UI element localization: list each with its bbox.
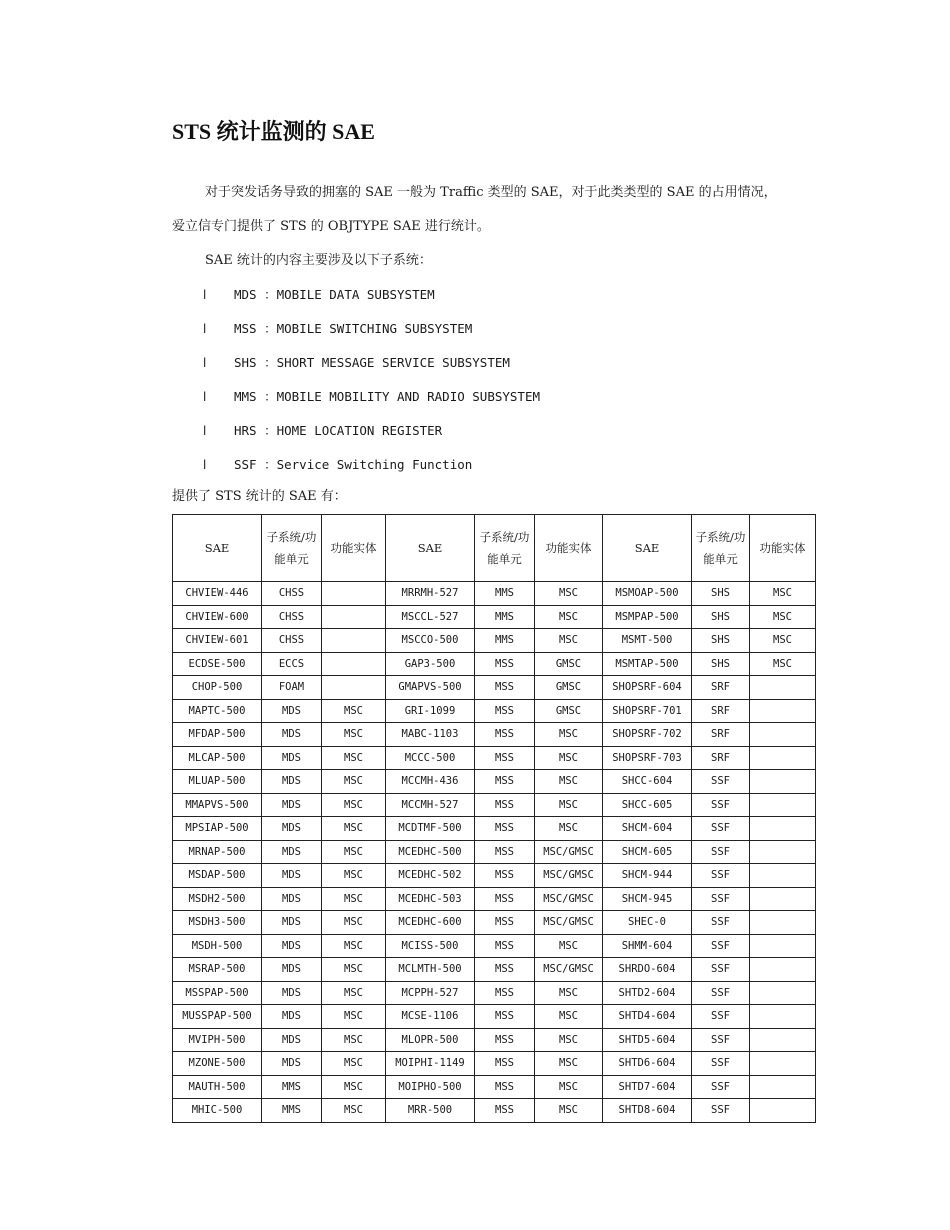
- table-cell: [750, 770, 816, 794]
- table-cell: [322, 582, 386, 606]
- table-cell: [750, 1005, 816, 1029]
- table-cell: MSC: [535, 1075, 603, 1099]
- table-cell: MFDAP-500: [173, 723, 262, 747]
- table-header-row: [173, 515, 816, 582]
- table-cell: MSC/GMSC: [535, 864, 603, 888]
- table-cell: GRI-1099: [386, 699, 475, 723]
- table-cell: MCCC-500: [386, 746, 475, 770]
- table-cell: [322, 652, 386, 676]
- table-cell: MSC: [322, 958, 386, 982]
- table-cell: [750, 793, 816, 817]
- table-cell: MMS: [262, 1075, 322, 1099]
- table-cell: SHTD6-604: [603, 1052, 692, 1076]
- table-cell: CHVIEW-446: [173, 582, 262, 606]
- table-cell: SHOPSRF-604: [603, 676, 692, 700]
- table-cell: MSC: [535, 629, 603, 653]
- table-header-cell: 功能实体: [535, 515, 603, 582]
- table-row: [173, 911, 816, 935]
- table-cell: MDS: [262, 770, 322, 794]
- table-cell: MSS: [475, 699, 535, 723]
- table-cell: [750, 887, 816, 911]
- table-row: [173, 1028, 816, 1052]
- table-cell: MSS: [475, 1028, 535, 1052]
- table-cell: MSS: [475, 911, 535, 935]
- table-cell: SHTD7-604: [603, 1075, 692, 1099]
- table-cell: MLOPR-500: [386, 1028, 475, 1052]
- table-cell: MSC: [535, 793, 603, 817]
- table-cell: CHSS: [262, 582, 322, 606]
- table-cell: MOIPHI-1149: [386, 1052, 475, 1076]
- table-cell: MRRMH-527: [386, 582, 475, 606]
- table-header-cell: SAE: [173, 515, 262, 582]
- table-cell: MAUTH-500: [173, 1075, 262, 1099]
- table-cell: MCEDHC-600: [386, 911, 475, 935]
- table-cell: MOIPHO-500: [386, 1075, 475, 1099]
- subsystem-item: l SHS ：SHORT MESSAGE SERVICE SUBSYSTEM: [172, 346, 817, 380]
- table-cell: SSF: [692, 1052, 750, 1076]
- table-header-cell: 功能实体: [322, 515, 386, 582]
- table-cell: MDS: [262, 1005, 322, 1029]
- table-cell: MCSE-1106: [386, 1005, 475, 1029]
- table-row: [173, 817, 816, 841]
- table-cell: MSC: [322, 1005, 386, 1029]
- table-cell: MCEDHC-503: [386, 887, 475, 911]
- table-body: [173, 582, 816, 1123]
- table-cell: MSC: [535, 1028, 603, 1052]
- table-row: [173, 887, 816, 911]
- table-cell: MDS: [262, 817, 322, 841]
- table-cell: MSS: [475, 934, 535, 958]
- table-header-cell: 子系统/功能单元: [692, 515, 750, 582]
- table-cell: MSC: [322, 1052, 386, 1076]
- table-cell: MSDH3-500: [173, 911, 262, 935]
- table-cell: MSC: [322, 793, 386, 817]
- table-cell: CHVIEW-600: [173, 605, 262, 629]
- table-cell: SHCC-604: [603, 770, 692, 794]
- table-cell: MCCMH-527: [386, 793, 475, 817]
- table-cell: [750, 934, 816, 958]
- table-cell: CHOP-500: [173, 676, 262, 700]
- table-cell: MSMOAP-500: [603, 582, 692, 606]
- table-cell: SHTD5-604: [603, 1028, 692, 1052]
- table-cell: [322, 676, 386, 700]
- bullet-icon: l: [203, 322, 207, 336]
- table-cell: MSS: [475, 746, 535, 770]
- table-cell: SHOPSRF-701: [603, 699, 692, 723]
- table-cell: MSC: [750, 605, 816, 629]
- table-row: [173, 746, 816, 770]
- table-cell: MSC: [535, 1052, 603, 1076]
- sae-table: [172, 514, 816, 1123]
- table-cell: CHVIEW-601: [173, 629, 262, 653]
- table-cell: MMS: [475, 605, 535, 629]
- table-cell: MSC: [322, 887, 386, 911]
- table-cell: MSC/GMSC: [535, 958, 603, 982]
- table-cell: SSF: [692, 1099, 750, 1123]
- table-cell: [750, 1075, 816, 1099]
- table-row: [173, 1005, 816, 1029]
- table-cell: SSF: [692, 934, 750, 958]
- table-cell: SHS: [692, 605, 750, 629]
- table-cell: [750, 817, 816, 841]
- table-cell: MDS: [262, 958, 322, 982]
- table-cell: SHCM-604: [603, 817, 692, 841]
- table-row: [173, 981, 816, 1005]
- table-cell: MDS: [262, 911, 322, 935]
- table-cell: MAPTC-500: [173, 699, 262, 723]
- table-row: [173, 1075, 816, 1099]
- subsystem-intro: SAE 统计的内容主要涉及以下子系统：: [205, 253, 432, 268]
- table-cell: GAP3-500: [386, 652, 475, 676]
- bullet-icon: l: [203, 356, 207, 370]
- table-cell: MCEDHC-500: [386, 840, 475, 864]
- subsystem-list: [172, 278, 817, 482]
- table-cell: MSS: [475, 652, 535, 676]
- table-cell: SRF: [692, 723, 750, 747]
- table-cell: [750, 958, 816, 982]
- table-cell: MSSPAP-500: [173, 981, 262, 1005]
- table-cell: MSC: [322, 840, 386, 864]
- table-header-cell: 子系统/功能单元: [475, 515, 535, 582]
- table-cell: MSS: [475, 864, 535, 888]
- table-cell: [750, 676, 816, 700]
- table-cell: MSC: [535, 1005, 603, 1029]
- table-row: [173, 934, 816, 958]
- subsystem-item: l MSS ：MOBILE SWITCHING SUBSYSTEM: [172, 312, 817, 346]
- table-cell: SRF: [692, 699, 750, 723]
- table-cell: MDS: [262, 934, 322, 958]
- table-cell: MSC: [322, 723, 386, 747]
- table-cell: MSS: [475, 1099, 535, 1123]
- table-cell: MRR-500: [386, 1099, 475, 1123]
- table-cell: MSS: [475, 793, 535, 817]
- table-cell: MSDH2-500: [173, 887, 262, 911]
- table-cell: SHMM-604: [603, 934, 692, 958]
- table-cell: MSC: [535, 723, 603, 747]
- table-cell: MPSIAP-500: [173, 817, 262, 841]
- table-cell: SHCM-944: [603, 864, 692, 888]
- table-cell: [750, 1052, 816, 1076]
- table-cell: SHTD8-604: [603, 1099, 692, 1123]
- table-cell: ECCS: [262, 652, 322, 676]
- table-cell: MSMPAP-500: [603, 605, 692, 629]
- table-cell: SSF: [692, 840, 750, 864]
- table-cell: MSC: [322, 1075, 386, 1099]
- table-cell: ECDSE-500: [173, 652, 262, 676]
- table-row: [173, 605, 816, 629]
- table-cell: SSF: [692, 1005, 750, 1029]
- table-row: [173, 958, 816, 982]
- table-cell: MDS: [262, 864, 322, 888]
- table-cell: MSC: [535, 605, 603, 629]
- table-cell: MDS: [262, 699, 322, 723]
- table-cell: SSF: [692, 981, 750, 1005]
- table-cell: MSMT-500: [603, 629, 692, 653]
- table-cell: MHIC-500: [173, 1099, 262, 1123]
- table-cell: MCISS-500: [386, 934, 475, 958]
- table-cell: MSC: [535, 746, 603, 770]
- table-header-cell: 子系统/功能单元: [262, 515, 322, 582]
- table-cell: SSF: [692, 887, 750, 911]
- table-cell: SRF: [692, 746, 750, 770]
- table-cell: SHEC-0: [603, 911, 692, 935]
- table-cell: [750, 864, 816, 888]
- bullet-icon: l: [203, 288, 207, 302]
- document-page: [172, 112, 817, 1123]
- table-cell: MDS: [262, 793, 322, 817]
- table-cell: MSC/GMSC: [535, 887, 603, 911]
- table-cell: MSC: [535, 770, 603, 794]
- table-cell: [750, 981, 816, 1005]
- table-cell: MCEDHC-502: [386, 864, 475, 888]
- table-cell: MSCCO-500: [386, 629, 475, 653]
- table-cell: GMSC: [535, 699, 603, 723]
- table-cell: MVIPH-500: [173, 1028, 262, 1052]
- table-row: [173, 582, 816, 606]
- bullet-icon: l: [203, 390, 207, 404]
- table-cell: MSC/GMSC: [535, 911, 603, 935]
- table-cell: MSS: [475, 981, 535, 1005]
- table-cell: MSC: [750, 582, 816, 606]
- table-cell: MSS: [475, 1005, 535, 1029]
- table-cell: MSS: [475, 817, 535, 841]
- table-cell: MSC: [535, 817, 603, 841]
- table-cell: [750, 746, 816, 770]
- table-cell: MSC: [750, 629, 816, 653]
- table-row: [173, 723, 816, 747]
- table-cell: MMS: [475, 629, 535, 653]
- table-cell: GMSC: [535, 676, 603, 700]
- table-cell: MSC: [322, 934, 386, 958]
- table-cell: MSC/GMSC: [535, 840, 603, 864]
- table-row: [173, 1099, 816, 1123]
- table-cell: MSS: [475, 723, 535, 747]
- table-cell: SSF: [692, 864, 750, 888]
- table-cell: [750, 911, 816, 935]
- table-cell: SSF: [692, 911, 750, 935]
- table-cell: [750, 1028, 816, 1052]
- table-cell: SHCM-945: [603, 887, 692, 911]
- table-cell: MSRAP-500: [173, 958, 262, 982]
- table-cell: SHCM-605: [603, 840, 692, 864]
- table-cell: SSF: [692, 817, 750, 841]
- table-cell: MLCAP-500: [173, 746, 262, 770]
- table-cell: CHSS: [262, 605, 322, 629]
- table-cell: MABC-1103: [386, 723, 475, 747]
- table-cell: MSS: [475, 770, 535, 794]
- table-cell: SHTD2-604: [603, 981, 692, 1005]
- table-cell: SHOPSRF-702: [603, 723, 692, 747]
- table-cell: MDS: [262, 723, 322, 747]
- table-cell: MSC: [322, 817, 386, 841]
- bullet-icon: l: [203, 424, 207, 438]
- subsystem-item: l HRS ：HOME LOCATION REGISTER: [172, 414, 817, 448]
- table-cell: SHS: [692, 629, 750, 653]
- intro-paragraph: 对于突发话务导致的拥塞的 SAE 一般为 Traffic 类型的 SAE，对于此类类型的 SAE 的占用情况，爱立信专门提供了 STS 的 OBJTYPE SAE 进行统计。: [172, 185, 777, 234]
- table-cell: [750, 699, 816, 723]
- table-cell: SSF: [692, 958, 750, 982]
- table-row: [173, 793, 816, 817]
- table-cell: MMS: [262, 1099, 322, 1123]
- table-cell: MSDAP-500: [173, 864, 262, 888]
- table-cell: MCDTMF-500: [386, 817, 475, 841]
- table-cell: SSF: [692, 770, 750, 794]
- table-cell: MSC: [322, 1028, 386, 1052]
- table-cell: [322, 605, 386, 629]
- table-cell: SHS: [692, 582, 750, 606]
- table-row: [173, 770, 816, 794]
- table-row: [173, 629, 816, 653]
- table-row: [173, 864, 816, 888]
- table-cell: MUSSPAP-500: [173, 1005, 262, 1029]
- table-cell: MSC: [535, 582, 603, 606]
- table-cell: MSS: [475, 887, 535, 911]
- table-cell: MSC: [535, 934, 603, 958]
- table-cell: MDS: [262, 981, 322, 1005]
- table-cell: MZONE-500: [173, 1052, 262, 1076]
- section-title: STS 统计监测的 SAE: [172, 119, 375, 144]
- table-cell: MCPPH-527: [386, 981, 475, 1005]
- table-cell: MCCMH-436: [386, 770, 475, 794]
- table-cell: MSC: [750, 652, 816, 676]
- table-cell: MDS: [262, 1028, 322, 1052]
- table-cell: MLUAP-500: [173, 770, 262, 794]
- subsystem-item: l MDS ：MOBILE DATA SUBSYSTEM: [172, 278, 817, 312]
- table-cell: GMAPVS-500: [386, 676, 475, 700]
- table-cell: MSS: [475, 1052, 535, 1076]
- table-cell: FOAM: [262, 676, 322, 700]
- table-cell: SHTD4-604: [603, 1005, 692, 1029]
- table-cell: SHCC-605: [603, 793, 692, 817]
- table-cell: MSC: [535, 1099, 603, 1123]
- table-cell: [750, 1099, 816, 1123]
- table-cell: SSF: [692, 1028, 750, 1052]
- subsystem-item: l SSF ：Service Switching Function: [172, 448, 817, 482]
- subsystem-item: l MMS ：MOBILE MOBILITY AND RADIO SUBSYSTEM: [172, 380, 817, 414]
- table-cell: MSC: [322, 911, 386, 935]
- table-cell: [322, 629, 386, 653]
- table-header-cell: 功能实体: [750, 515, 816, 582]
- table-row: [173, 652, 816, 676]
- table-cell: SHS: [692, 652, 750, 676]
- table-cell: SSF: [692, 793, 750, 817]
- table-row: [173, 699, 816, 723]
- table-cell: MSC: [322, 699, 386, 723]
- table-cell: MDS: [262, 887, 322, 911]
- table-cell: MSC: [535, 981, 603, 1005]
- table-cell: SHRDO-604: [603, 958, 692, 982]
- table-cell: MSC: [322, 770, 386, 794]
- table-cell: MSC: [322, 864, 386, 888]
- bullet-icon: l: [203, 458, 207, 472]
- table-cell: MDS: [262, 1052, 322, 1076]
- table-cell: MSCCL-527: [386, 605, 475, 629]
- table-cell: MSC: [322, 981, 386, 1005]
- table-row: [173, 840, 816, 864]
- table-cell: SHOPSRF-703: [603, 746, 692, 770]
- table-intro: 提供了 STS 统计的 SAE 有：: [172, 489, 347, 504]
- table-header-cell: SAE: [386, 515, 475, 582]
- table-cell: GMSC: [535, 652, 603, 676]
- table-cell: MSC: [322, 746, 386, 770]
- table-cell: MDS: [262, 840, 322, 864]
- table-cell: SRF: [692, 676, 750, 700]
- table-cell: MSS: [475, 840, 535, 864]
- table-cell: SSF: [692, 1075, 750, 1099]
- table-cell: MSMTAP-500: [603, 652, 692, 676]
- table-header-cell: SAE: [603, 515, 692, 582]
- table-cell: MCLMTH-500: [386, 958, 475, 982]
- table-cell: [750, 723, 816, 747]
- table-cell: MSS: [475, 958, 535, 982]
- table-row: [173, 676, 816, 700]
- table-cell: MSS: [475, 1075, 535, 1099]
- table-cell: MMS: [475, 582, 535, 606]
- table-cell: [750, 840, 816, 864]
- table-cell: MMAPVS-500: [173, 793, 262, 817]
- table-cell: MSDH-500: [173, 934, 262, 958]
- table-cell: MSC: [322, 1099, 386, 1123]
- table-cell: MDS: [262, 746, 322, 770]
- table-cell: CHSS: [262, 629, 322, 653]
- table-cell: MRNAP-500: [173, 840, 262, 864]
- table-row: [173, 1052, 816, 1076]
- table-cell: MSS: [475, 676, 535, 700]
